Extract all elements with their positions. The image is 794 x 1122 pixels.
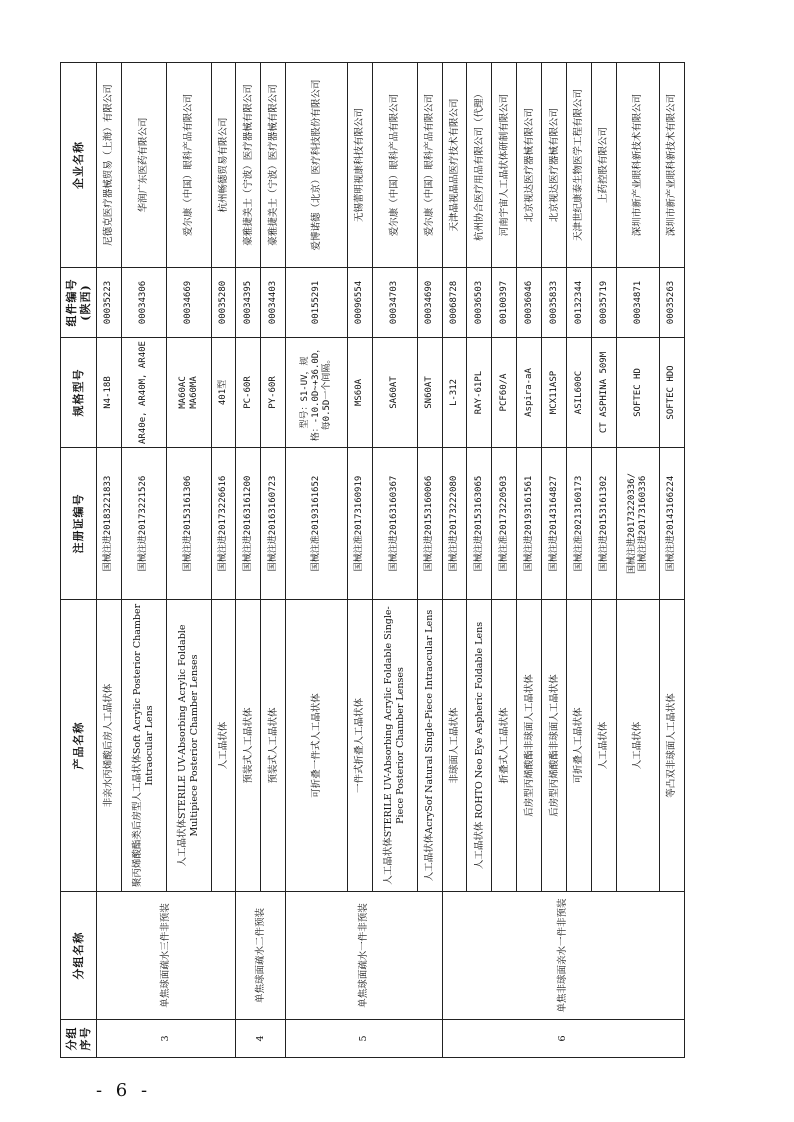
component-no-cell: 00034306 (121, 268, 166, 338)
header-component-no (61, 268, 97, 338)
company-cell: 北京视达医疗器械有限公司 (517, 63, 542, 268)
company-cell: 深圳市新产业眼科新技术有限公司 (659, 63, 684, 268)
reg-no-cell: 国械注进20163160367 (372, 448, 417, 600)
table-row (97, 63, 122, 1058)
model-cell: RAY-61PL (467, 338, 492, 448)
product-name-cell: 人工晶状体 (617, 600, 660, 892)
header-group-no (61, 1020, 97, 1058)
reg-no-cell: 国械注进20163160723 (261, 448, 286, 600)
company-cell: 无锡蕾明视康科技有限公司 (347, 63, 372, 268)
table-row (442, 63, 467, 1058)
model-cell: MCX11ASP (542, 338, 567, 448)
header-row (61, 63, 97, 1058)
component-no-cell: 00035263 (659, 268, 684, 338)
company-cell: 天津世纪康泰生物医学工程有限公司 (567, 63, 592, 268)
model-cell: CT ASPHINA 509M (592, 338, 617, 448)
reg-no-cell: 国械注进20173222080 (442, 448, 467, 600)
reg-no-cell: 国械注进20173221526 (121, 448, 166, 600)
header-reg-no: 注册证编号 (61, 448, 97, 600)
component-no-cell: 00096554 (347, 268, 372, 338)
model-cell: SOFTEC HD (617, 338, 660, 448)
header-group-no-text: 分组 序号 (65, 1026, 92, 1051)
product-name-cell: 折叠式人工晶状体 (492, 600, 517, 892)
reg-no-cell: 国械注准20193161652 (286, 448, 347, 600)
group-no-cell: 4 (236, 1020, 286, 1058)
reg-no-cell: 国械注进20173226616 (211, 448, 236, 600)
reg-no-cell: 国械注进20173220336/ 国械注进20173160336 (617, 448, 660, 600)
product-name-cell: 人工晶状体STERILE UV-Absorbing Acrylic Foldable Single-Piece Posterior Chamber Lenses (372, 600, 417, 892)
reg-no-cell: 国械注准20173160919 (347, 448, 372, 600)
company-cell: 杭州协合医疗用品有限公司（代理） (467, 63, 492, 268)
component-no-cell: 00035833 (542, 268, 567, 338)
company-cell: 爱尔康（中国）眼科产品有限公司 (166, 63, 211, 268)
company-cell: 深圳市新产业眼科新技术有限公司 (617, 63, 660, 268)
group-name-cell: 单焦球面疏水三件非预装 (97, 892, 236, 1020)
group-no-cell: 5 (286, 1020, 442, 1058)
model-cell: N4-18B (97, 338, 122, 448)
reg-no-cell: 国械注进20153161306 (166, 448, 211, 600)
rotated-table-container (60, 63, 685, 1058)
group-name-cell: 单焦非球面亲水一件非预装 (442, 892, 684, 1020)
reg-no-cell: 国械注进20183221833 (97, 448, 122, 600)
product-name-cell: 后房型丙烯酸酯非球面人工晶状体 (517, 600, 542, 892)
product-name-cell: 预装式人工晶状体 (261, 600, 286, 892)
reg-no-cell: 国械注进20153161302 (592, 448, 617, 600)
reg-no-cell: 国械注进20163161200 (236, 448, 261, 600)
component-no-cell: 00034703 (372, 268, 417, 338)
table-body (97, 63, 685, 1058)
component-no-cell: 00132344 (567, 268, 592, 338)
reg-no-cell: 国械注准20213160173 (567, 448, 592, 600)
table-row (236, 63, 261, 1058)
model-cell: PC-60R (236, 338, 261, 448)
component-no-cell: 00068728 (442, 268, 467, 338)
product-name-cell: 人工晶状体AcrySof Natural Single-Piece Intraocular Lens (417, 600, 442, 892)
header-product-name: 产品名称 (61, 600, 97, 892)
component-no-cell: 00036503 (467, 268, 492, 338)
reg-no-cell: 国械注进20143166224 (659, 448, 684, 600)
model-cell: MA60AC MA60MA (166, 338, 211, 448)
header-company: 企业名称 (61, 63, 97, 268)
company-cell: 爱尔康（中国）眼科产品有限公司 (372, 63, 417, 268)
company-cell: 爱博诺德（北京）医疗科技股份有限公司 (286, 63, 347, 268)
component-no-cell: 00036046 (517, 268, 542, 338)
company-cell: 豪雅捷美士（宁波）医疗器械有限公司 (236, 63, 261, 268)
component-no-cell: 00035719 (592, 268, 617, 338)
model-cell: SOFTEC HDO (659, 338, 684, 448)
group-no-cell: 3 (97, 1020, 236, 1058)
component-no-cell: 00034871 (617, 268, 660, 338)
product-name-cell: 预装式人工晶状体 (236, 600, 261, 892)
product-name-cell: 可折叠人工晶状体 (567, 600, 592, 892)
product-name-cell: 一件式折叠人工晶状体 (347, 600, 372, 892)
product-name-cell: 聚丙烯酸酯类后房型人工晶状体Soft Acrylic Posterior Chamber Intraocular Lens (121, 600, 166, 892)
product-name-cell: 非球面人工晶状体 (442, 600, 467, 892)
company-cell: 爱尔康（中国）眼科产品有限公司 (417, 63, 442, 268)
product-name-cell: 可折叠一件式人工晶状体 (286, 600, 347, 892)
product-name-cell: 非亲水丙烯酸后房人工晶状体 (97, 600, 122, 892)
header-component-no-text: 组件编号 (陕西) (65, 278, 92, 327)
model-cell: ASIL600C (567, 338, 592, 448)
header-model: 规格型号 (61, 338, 97, 448)
component-no-cell: 00034403 (261, 268, 286, 338)
product-name-cell: 人工晶状体 (211, 600, 236, 892)
model-cell: SA60AT (372, 338, 417, 448)
reg-no-cell: 国械注进20193161561 (517, 448, 542, 600)
model-cell: PY-60R (261, 338, 286, 448)
component-no-cell: 00034669 (166, 268, 211, 338)
component-no-cell: 00100397 (492, 268, 517, 338)
product-name-cell: 人工晶状体 (592, 600, 617, 892)
company-cell: 上药控股有限公司 (592, 63, 617, 268)
model-cell: SN60AT (417, 338, 442, 448)
table-row (286, 63, 347, 1058)
company-cell: 尼德克医疗器械贸易（上海）有限公司 (97, 63, 122, 268)
company-cell: 豪雅捷美士（宁波）医疗器械有限公司 (261, 63, 286, 268)
group-name-cell: 单焦球面疏水二件预装 (236, 892, 286, 1020)
group-name-cell: 单焦球面疏水一件非预装 (286, 892, 442, 1020)
company-cell: 北京视达医疗器械有限公司 (542, 63, 567, 268)
product-name-cell: 人工晶状体 ROHTO Neo Eye Aspheric Foldable Lens (467, 600, 492, 892)
model-cell: MS60A (347, 338, 372, 448)
header-group-name: 分组名称 (61, 892, 97, 1020)
reg-no-cell: 国械注进20153160066 (417, 448, 442, 600)
product-table (60, 62, 685, 1058)
company-cell: 华润广东医药有限公司 (121, 63, 166, 268)
product-name-cell: 人工晶状体STERILE UV-Absorbing Acrylic Foldable Multipiece Posterior Chamber Lenses (166, 600, 211, 892)
model-cell: L-312 (442, 338, 467, 448)
reg-no-cell: 国械注进20143164827 (542, 448, 567, 600)
component-no-cell: 00035280 (211, 268, 236, 338)
component-no-cell: 00034690 (417, 268, 442, 338)
reg-no-cell: 国械注进20153163065 (467, 448, 492, 600)
component-no-cell: 00034395 (236, 268, 261, 338)
model-cell: PCF60/A (492, 338, 517, 448)
model-cell: 401型 (211, 338, 236, 448)
company-cell: 杭州畅德贸易有限公司 (211, 63, 236, 268)
product-name-cell: 后房型丙烯酸酯非球面人工晶状体 (542, 600, 567, 892)
model-cell: Aspira-aA (517, 338, 542, 448)
component-no-cell: 00035223 (97, 268, 122, 338)
page-number: - 6 - (96, 1080, 152, 1101)
product-name-cell: 等凸双非球面人工晶状体 (659, 600, 684, 892)
company-cell: 河南宇宙人工晶状体研制有限公司 (492, 63, 517, 268)
reg-no-cell: 国械注准20173220503 (492, 448, 517, 600)
component-no-cell: 00155291 (286, 268, 347, 338)
group-no-cell: 6 (442, 1020, 684, 1058)
model-cell: 型号：S1-UV，规格：-10.0D~+36.0D，每0.5D一个间隔。 (286, 338, 347, 448)
company-cell: 天津晶视晶品医疗技术有限公司 (442, 63, 467, 268)
model-cell: AR40e, AR40M, AR40E (121, 338, 166, 448)
